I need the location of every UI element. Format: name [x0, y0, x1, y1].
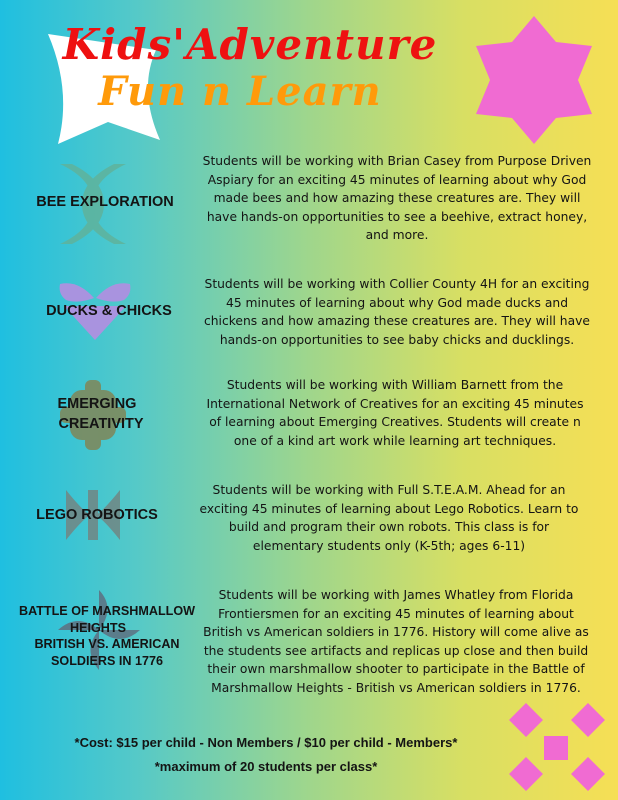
description-line: Marshmallow Heights - British vs American soldiers in 1776. — [211, 680, 581, 695]
description-lego-robotics — [184, 481, 594, 555]
description-line: 45 minutes of learning about why God made ducks and — [226, 295, 568, 310]
topic-line: HEIGHTS — [70, 620, 126, 635]
flyer-title-line1: Kids'Adventure — [62, 20, 438, 69]
max-students-note: *maximum of 20 students per class* — [154, 759, 378, 774]
description-line: Frontiersmen for an exciting 45 minutes of learning about — [218, 606, 574, 621]
topic-ducks-chicks: DUCKS & CHICKS — [46, 303, 172, 319]
topic-line: SOLDIERS IN 1776 — [51, 653, 163, 668]
description-line: elementary students only (K-5th; ages 6-11) — [252, 538, 526, 553]
description-line: have hands-on opportunities to see a beehive, extract honey, — [206, 209, 588, 224]
description-line: International Network of Creatives for an exciting 45 minutes — [206, 396, 584, 411]
description-line: hands-on opportunities to see baby chicks and ducklings. — [219, 332, 575, 347]
description-line: Students will be working with Brian Casey from Purpose Driven — [202, 154, 592, 168]
description-line: of learning about Emerging Creatives. Students will create n — [209, 415, 581, 429]
description-battle-marshmallow-heights — [190, 586, 602, 697]
description-line: chickens and how amazing these creatures are. They will have — [204, 314, 590, 328]
description-ducks-chicks — [192, 275, 602, 349]
cost-note: *Cost: $15 per child - Non Members / $10 per child - Members* — [74, 735, 458, 750]
pink-star-icon — [468, 14, 600, 146]
topic-line: EMERGING — [57, 396, 137, 412]
topic-line: BRITISH VS. AMERICAN — [34, 637, 180, 651]
topic-line: BATTLE OF MARSHMALLOW — [18, 604, 196, 618]
description-line: exciting 45 minutes of learning about Lego Robotics. Learn to — [199, 501, 579, 516]
description-line: build and program their own robots. This class is for — [228, 520, 550, 534]
description-emerging-creativity — [190, 376, 600, 450]
topic-lego-robotics: LEGO ROBOTICS — [36, 507, 158, 523]
flyer-title-line2: Fun n Learn — [98, 68, 382, 115]
topic-line: CREATIVITY — [58, 416, 144, 432]
description-bee-exploration — [192, 152, 602, 245]
description-line: Students will be working with William Barnett from the — [226, 378, 564, 392]
description-line: British vs American soldiers in 1776. History will come alive as — [203, 625, 589, 639]
topic-bee-exploration: BEE EXPLORATION — [36, 194, 174, 210]
description-line: their own marshmallow shooter to participate in the Battle of — [207, 662, 585, 676]
description-line: and more. — [365, 228, 429, 242]
description-line: made bees and how amazing these creatures are. They will — [213, 191, 581, 205]
topic-battle-marshmallow-heights — [4, 603, 210, 669]
description-line: Students will be working with James Whatley from Florida — [218, 588, 574, 602]
description-line: Students will be working with Full S.T.E.A.M. Ahead for an — [212, 483, 566, 497]
description-line: Aspiary for an exciting 45 minutes of learning about why God — [207, 172, 587, 187]
description-line: the students see artifacts and replicas up close and then build — [203, 643, 589, 658]
description-line: Students will be working with Collier County 4H for an exciting — [204, 277, 590, 291]
description-line: one of a kind art work while learning art techniques. — [233, 433, 557, 448]
topic-emerging-creativity — [16, 394, 186, 434]
